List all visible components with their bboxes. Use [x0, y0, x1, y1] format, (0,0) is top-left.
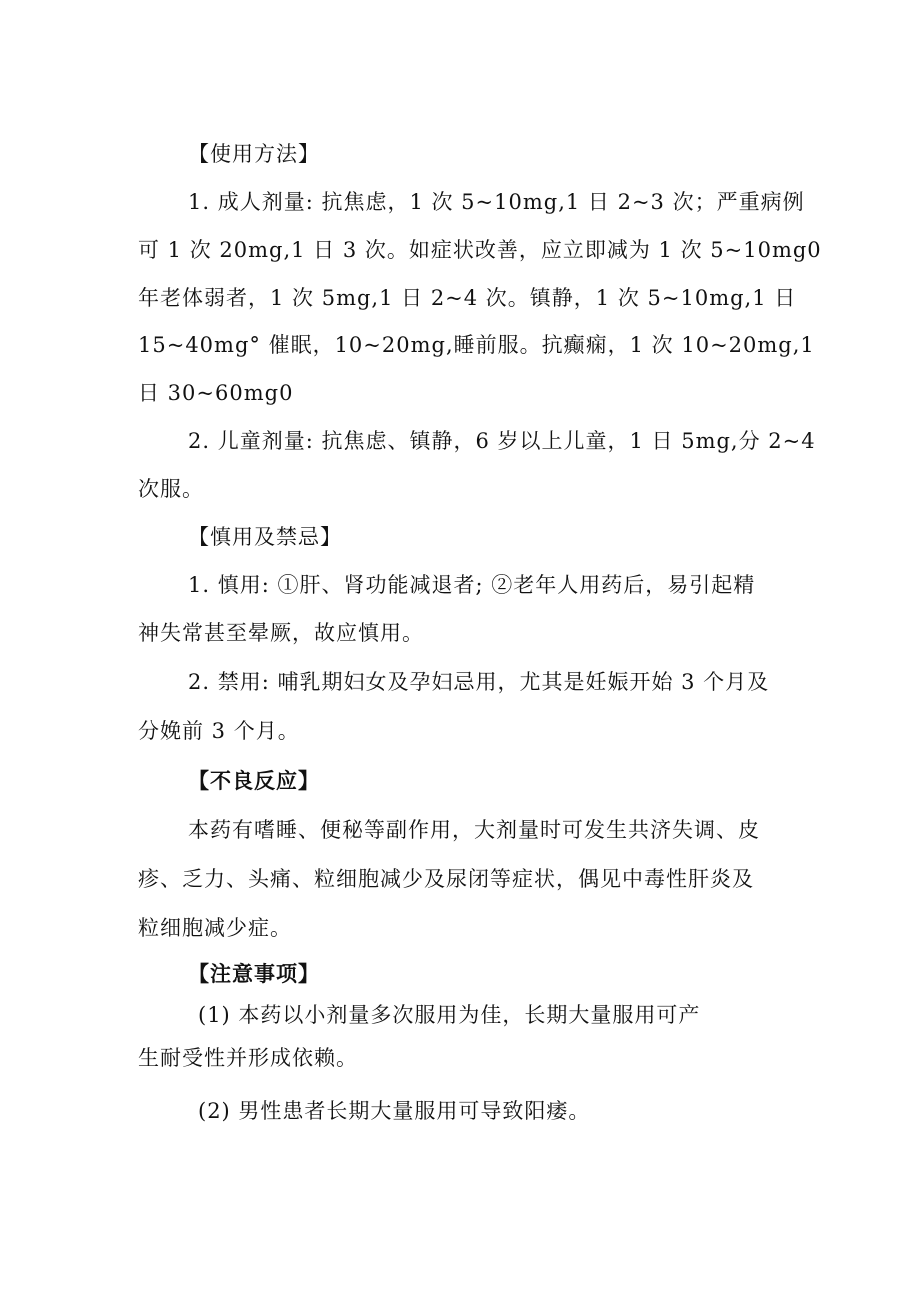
forbidden-line-1: 2. 禁用: 哺乳期妇女及孕妇忌用，尤其是妊娠开始 3 个月及 [188, 670, 770, 694]
adult-dose-line-1: 1. 成人剂量: 抗焦虑，1 次 5~10mg,1 日 2~3 次；严重病例 [188, 190, 805, 214]
adult-dose-line-3: 年老体弱者，1 次 5mg,1 日 2~4 次。镇静，1 次 5~10mg,1 日 [138, 286, 797, 310]
notes-heading: 【注意事项】 [188, 961, 320, 986]
adverse-text-line-1: 本药有嗜睡、便秘等副作用，大剂量时可发生共济失调、皮 [188, 818, 760, 842]
careful-use-line-1: 1. 慎用: ①肝、肾功能减退者; ②老年人用药后，易引起精 [188, 573, 756, 597]
child-dose-line-2: 次服。 [138, 477, 204, 501]
usage-heading: 【使用方法】 [188, 142, 320, 166]
adult-dose-line-2: 可 1 次 20mg,1 日 3 次。如症状改善，应立即减为 1 次 5~10mg0 [138, 238, 822, 262]
child-dose-line-1: 2. 儿童剂量: 抗焦虑、镇静，6 岁以上儿童，1 日 5mg,分 2~4 [188, 429, 816, 453]
note-item-1-line-2: 生耐受性并形成依赖。 [138, 1046, 358, 1070]
adverse-heading: 【不良反应】 [188, 768, 320, 793]
note-item-1-line-1: (1) 本药以小剂量多次服用为佳，长期大量服用可产 [198, 1003, 701, 1027]
careful-use-line-2: 神失常甚至晕厥，故应慎用。 [138, 621, 424, 645]
note-item-2: (2) 男性患者长期大量服用可导致阳痿。 [198, 1099, 591, 1123]
forbidden-line-2: 分娩前 3 个月。 [138, 719, 300, 743]
adverse-text-line-3: 粒细胞减少症。 [138, 916, 292, 940]
adverse-text-line-2: 疹、乏力、头痛、粒细胞减少及尿闭等症状，偶见中毒性肝炎及 [138, 867, 754, 891]
caution-heading: 【慎用及禁忌】 [188, 525, 342, 549]
adult-dose-line-5: 日 30~60mg0 [138, 381, 294, 405]
adult-dose-line-4: 15~40mg° 催眠，10~20mg,睡前服。抗癫痫，1 次 10~20mg,1 [138, 333, 815, 357]
